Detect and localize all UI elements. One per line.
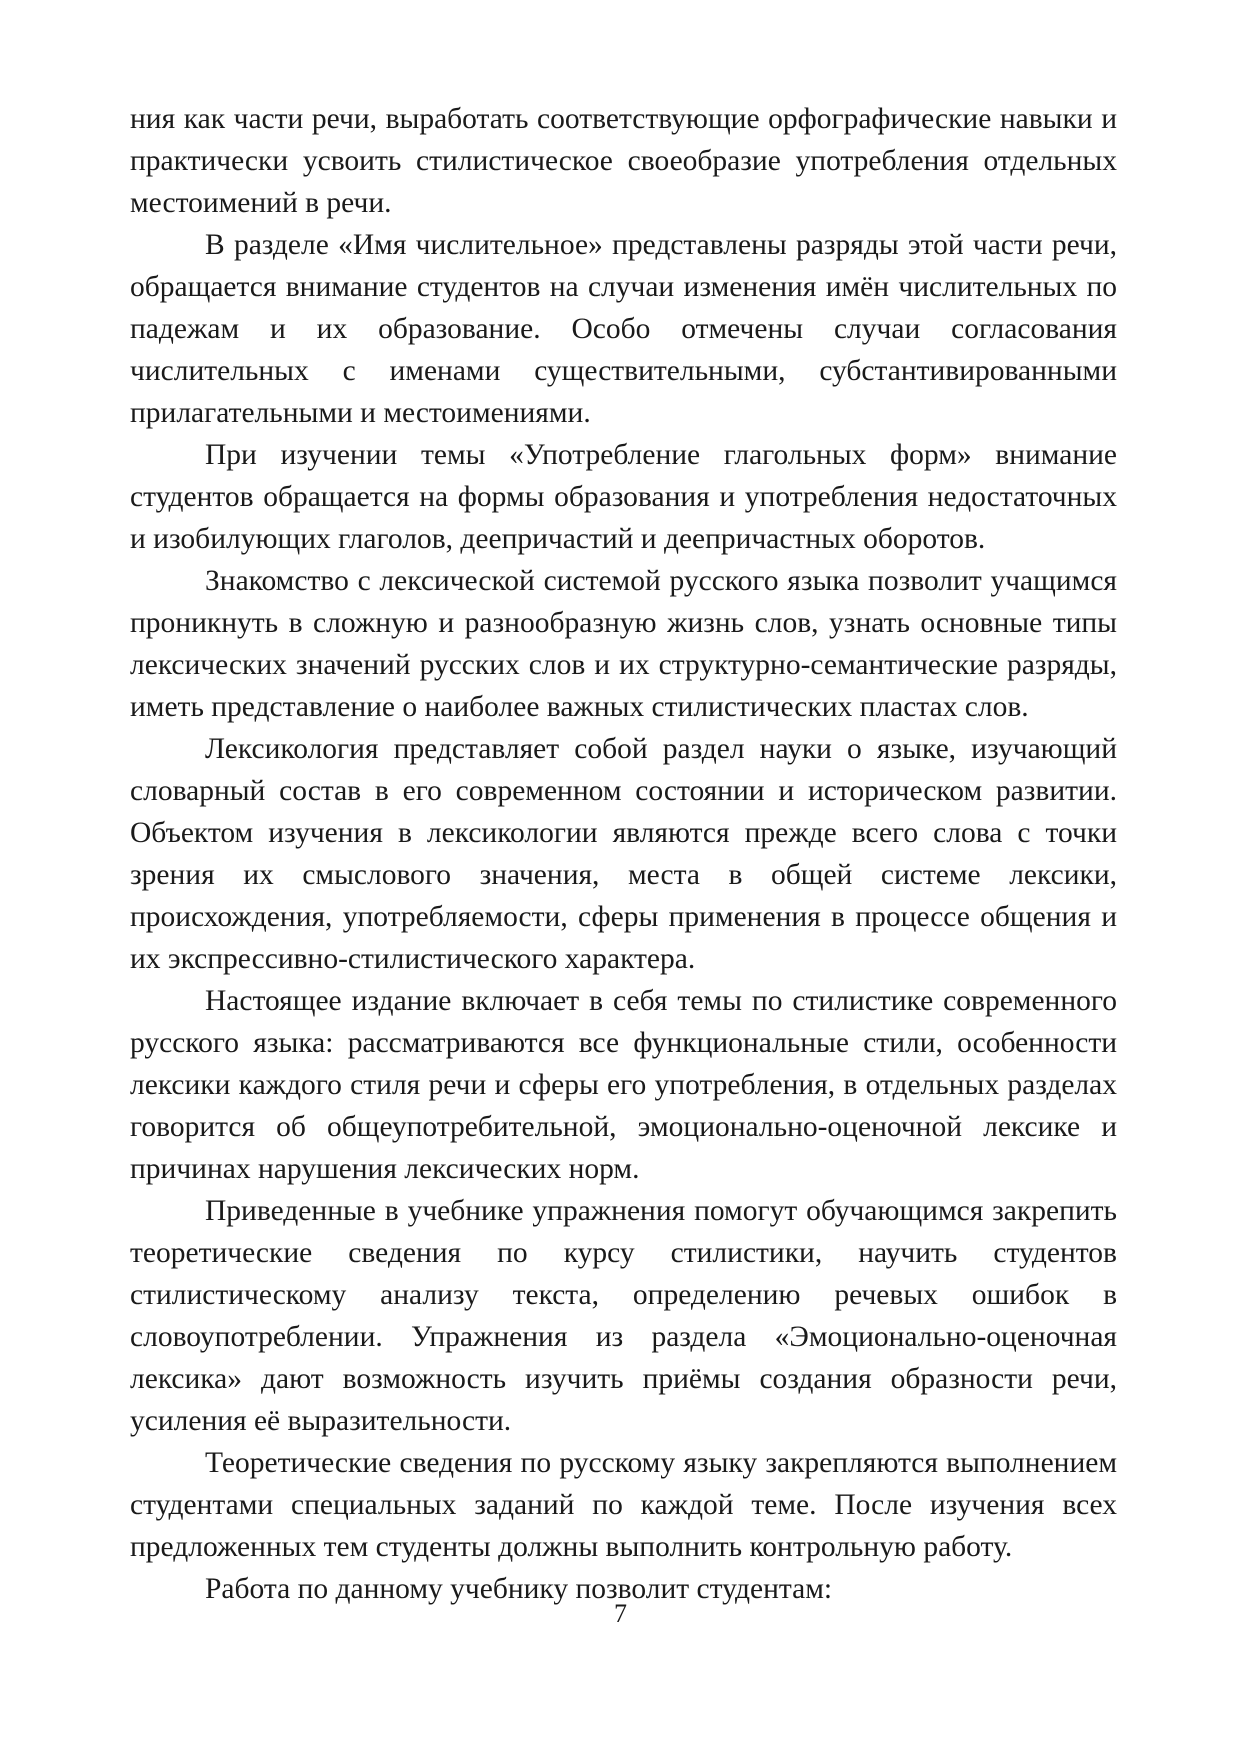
paragraph-continuation: ния как части речи, выработать соответствующие орфографические навыки и практически усвоить стилистическое своеобразие употребления отдельных местоимений в речи. bbox=[130, 103, 1117, 219]
paragraph-theory: Теоретические сведения по русскому языку закрепляются выполнением студентами специальных заданий по каждой теме. После изучения всех предложенных тем студенты должны выполнить контрольную работу. bbox=[130, 1447, 1117, 1563]
paragraph-exercises: Приведенные в учебнике упражнения помогут обучающимся закрепить теоретические сведения по курсу стилистики, научить студентов стилистическому анализу текста, определению речевых ошибок в словоупотреблении. Упражнения из раздела «Эмоционально-оценочная лексика» дают возможность изучить приёмы создания образности речи, усиления её выразительности. bbox=[130, 1195, 1117, 1437]
paragraph-lexical-system: Знакомство с лексической системой русского языка позволит учащимся проникнуть в сложную и разнообразную жизнь слов, узнать основные типы лексических значений русских слов и их структурно-семантические разряды, иметь представление о наиболее важных стилистических пластах слов. bbox=[130, 565, 1117, 723]
paragraph-numerals: В разделе «Имя числительное» представлены разряды этой части речи, обращается внимание студентов на случаи изменения имён числительных по падежам и их образование. Особо отмечены случаи согласования числительных с именами существительными, субстантивированными прилагательными и местоимениями. bbox=[130, 229, 1117, 429]
paragraph-verb-forms: При изучении темы «Употребление глагольных форм» внимание студентов обращается на формы образования и употребления недостаточных и изобилующих глаголов, деепричастий и деепричастных оборотов. bbox=[130, 439, 1117, 555]
page-number: 7 bbox=[614, 1599, 627, 1628]
paragraph-lexicology: Лексикология представляет собой раздел науки о языке, изучающий словарный состав в его современном состоянии и историческом развитии. Объектом изучения в лексикологии являются прежде всего слова с точки зрения их смыслового значения, места в общей системе лексики, происхождения, употребляемости, сферы применения в процессе общения и их экспрессивно-стилистического характера. bbox=[130, 733, 1117, 975]
document-body bbox=[130, 98, 1117, 1610]
paragraph-work: Работа по данному учебнику позволит студентам: bbox=[205, 1573, 833, 1605]
paragraph-stylistics: Настоящее издание включает в себя темы по стилистике современного русского языка: рассматриваются все функциональные стили, особенности лексики каждого стиля речи и сферы его употребления, в отдельных разделах говорится об общеупотребительной, эмоционально-оценочной лексике и причинах нарушения лексических норм. bbox=[130, 985, 1117, 1185]
